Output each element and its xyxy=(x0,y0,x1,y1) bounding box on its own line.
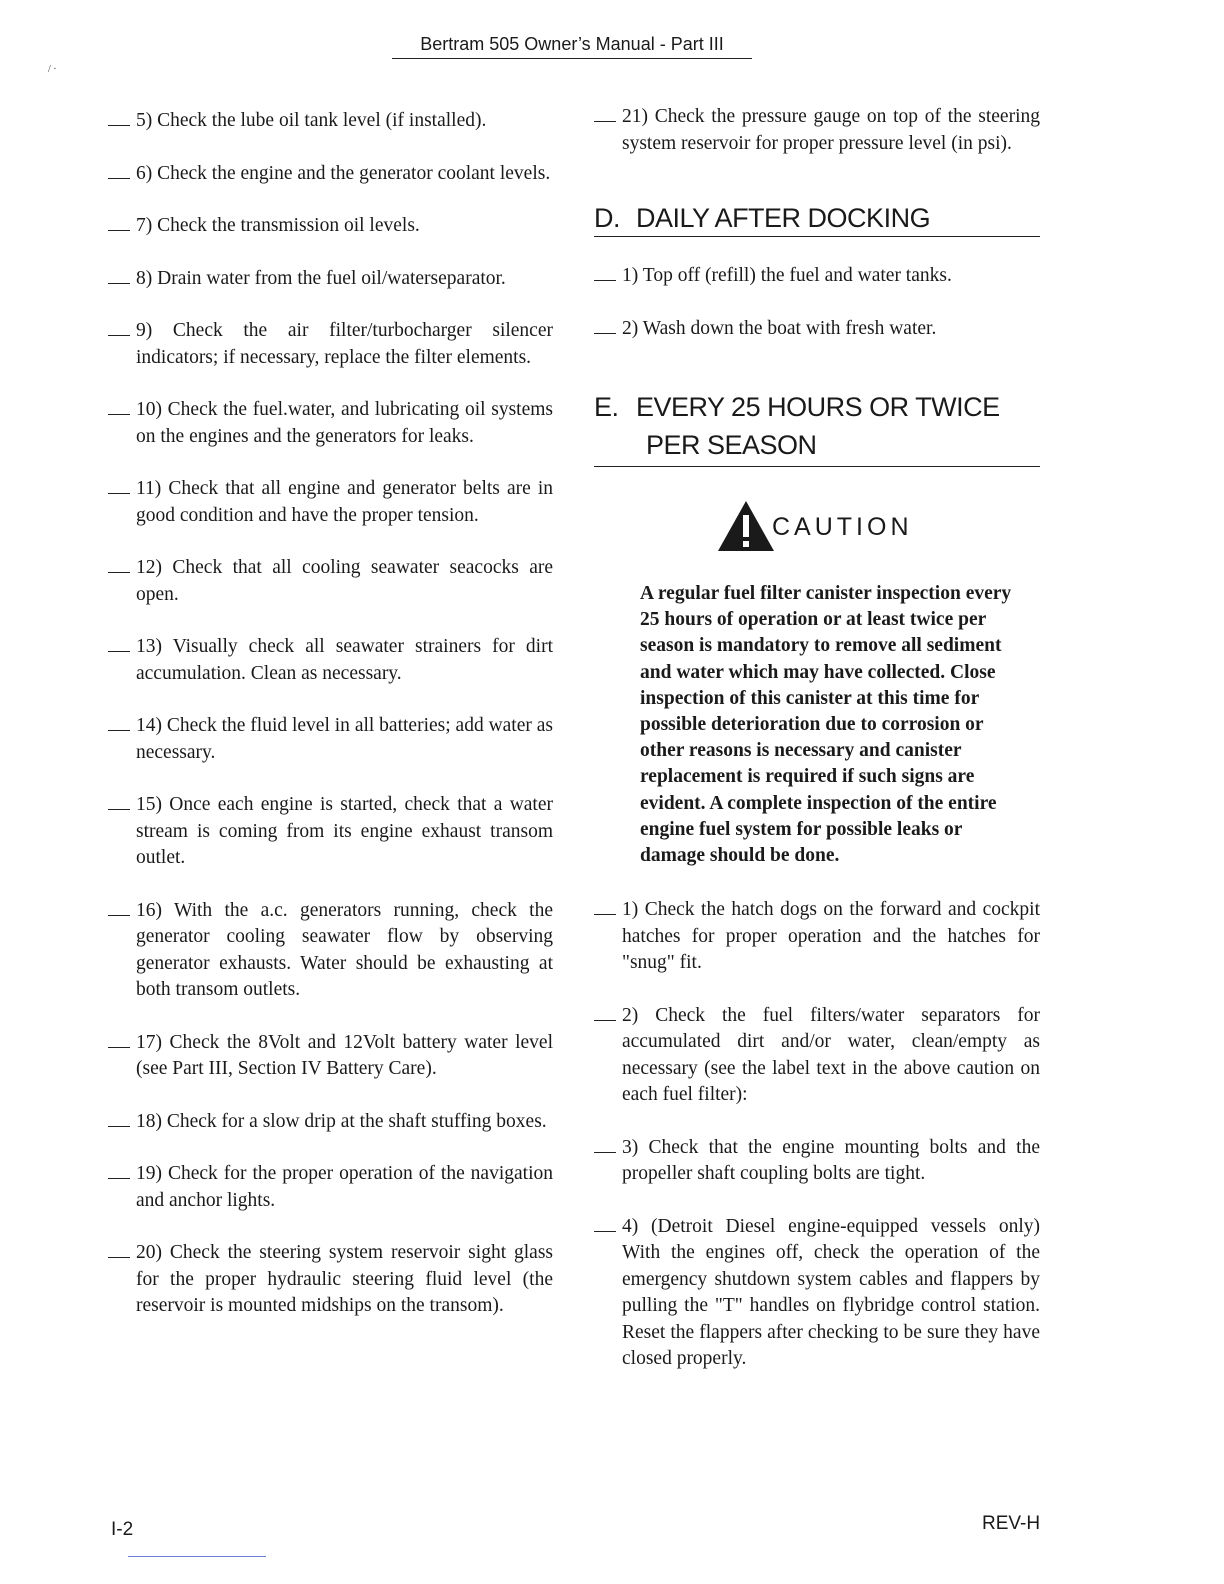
footer-rule xyxy=(128,1556,266,1557)
checkbox-blank[interactable] xyxy=(594,1003,616,1021)
section-d-item-1: 1) Top off (refill) the fuel and water tanks. xyxy=(594,263,1040,290)
page-number: I-2 xyxy=(111,1519,134,1540)
section-d-item-2: 2) Wash down the boat with fresh water. xyxy=(594,316,1040,343)
checkbox-blank[interactable] xyxy=(594,1214,616,1232)
checklist-item-9: 9) Check the air filter/turbocharger silencer indicators; if necessary, replace the filter elements. xyxy=(108,318,553,371)
section-e-heading xyxy=(594,388,1040,467)
checklist-item-10: 10) Check the fuel.water, and lubricating oil systems on the engines and the generators for leaks. xyxy=(108,397,553,450)
checklist-item-21: 21) Check the pressure gauge on top of the steering system reservoir for proper pressure level (in psi). xyxy=(594,104,1040,157)
checklist-item-16: 16) With the a.c. generators running, check the generator cooling seawater flow by observing generator exhausts. Water should be exhausting at both transom outlets. xyxy=(108,898,553,1004)
section-e-title-line1: EVERY 25 HOURS OR TWICE xyxy=(636,392,1000,422)
checklist-item-7: 7) Check the transmission oil levels. xyxy=(108,213,553,240)
checklist-item-20: 20) Check the steering system reservoir sight glass for the proper hydraulic steering fluid level (the reservoir is mounted midships on the transom). xyxy=(108,1240,553,1320)
checkbox-blank[interactable] xyxy=(594,897,616,915)
checkbox-blank[interactable] xyxy=(108,318,130,336)
caution-text: A regular fuel filter canister inspection every 25 hours of operation or at least twice per season is mandatory to remove all sediment and water which may have collected. Close inspection of this canister at this time for possible deterioration due to corrosion or other reasons is necessary and canister replacement is required if such signs are evident. A complete inspection of the entire engine fuel system for possible leaks or damage should be done. xyxy=(640,583,1012,867)
checkbox-blank[interactable] xyxy=(108,634,130,652)
checkbox-blank[interactable] xyxy=(108,1030,130,1048)
caution-banner xyxy=(716,499,1040,559)
revision-label: REV-H xyxy=(982,1513,1041,1534)
warning-triangle-icon xyxy=(716,499,776,553)
checklist-item-15: 15) Once each engine is started, check that a water stream is coming from its engine exhaust transom outlet. xyxy=(108,792,553,872)
left-column xyxy=(108,108,553,1320)
section-e-item-3: 3) Check that the engine mounting bolts and the propeller shaft coupling bolts are tight. xyxy=(594,1135,1040,1188)
section-e-title-line2: PER SEASON xyxy=(646,430,817,460)
page-header: Bertram 505 Owner’s Manual - Part III xyxy=(392,32,752,59)
checklist-item-18: 18) Check for a slow drip at the shaft stuffing boxes. xyxy=(108,1109,553,1136)
checklist-item-5: 5) Check the lube oil tank level (if installed). xyxy=(108,108,553,135)
section-e-item-4: 4) (Detroit Diesel engine-equipped vessels only) With the engines off, check the operation of the emergency shutdown system cables and flappers by pulling the "T" handles on flybridge control station. Reset the flappers after checking to be sure they have closed properly. xyxy=(594,1214,1040,1373)
checkbox-blank[interactable] xyxy=(108,266,130,284)
checkbox-blank[interactable] xyxy=(108,898,130,916)
checkbox-blank[interactable] xyxy=(108,1109,130,1127)
checkbox-blank[interactable] xyxy=(108,792,130,810)
section-e-item-1: 1) Check the hatch dogs on the forward and cockpit hatches for proper operation and the hatches for "snug" fit. xyxy=(594,897,1040,977)
caution-label: CAUTION xyxy=(772,513,913,541)
section-e-item-2: 2) Check the fuel filters/water separators for accumulated dirt and/or water, clean/empty as necessary (see the label text in the above caution on each fuel filter): xyxy=(594,1003,1040,1109)
section-d-letter: D. xyxy=(594,203,620,233)
checkbox-blank[interactable] xyxy=(594,316,616,334)
checklist-item-8: 8) Drain water from the fuel oil/waterseparator. xyxy=(108,266,553,293)
checklist-item-14: 14) Check the fluid level in all batteries; add water as necessary. xyxy=(108,713,553,766)
checkbox-blank[interactable] xyxy=(108,713,130,731)
section-e-letter: E. xyxy=(594,392,619,422)
checklist-item-17: 17) Check the 8Volt and 12Volt battery water level (see Part III, Section IV Battery Care). xyxy=(108,1030,553,1083)
checkbox-blank[interactable] xyxy=(108,213,130,231)
checklist-item-6: 6) Check the engine and the generator coolant levels. xyxy=(108,161,553,188)
checkbox-blank[interactable] xyxy=(108,1240,130,1258)
checklist-item-12: 12) Check that all cooling seawater seacocks are open. xyxy=(108,555,553,608)
checklist-item-19: 19) Check for the proper operation of the navigation and anchor lights. xyxy=(108,1161,553,1214)
checkbox-blank[interactable] xyxy=(108,108,130,126)
checkbox-blank[interactable] xyxy=(594,104,616,122)
checkbox-blank[interactable] xyxy=(594,263,616,281)
checkbox-blank[interactable] xyxy=(108,555,130,573)
checkbox-blank[interactable] xyxy=(594,1135,616,1153)
checkbox-blank[interactable] xyxy=(108,161,130,179)
checklist-item-13: 13) Visually check all seawater strainers for dirt accumulation. Clean as necessary. xyxy=(108,634,553,687)
right-column xyxy=(594,104,1040,1373)
section-d-title: DAILY AFTER DOCKING xyxy=(636,203,931,233)
checkbox-blank[interactable] xyxy=(108,1161,130,1179)
checkbox-blank[interactable] xyxy=(108,397,130,415)
section-d-heading xyxy=(594,203,1040,237)
stray-mark: / · xyxy=(48,64,57,75)
checkbox-blank[interactable] xyxy=(108,476,130,494)
checklist-item-11: 11) Check that all engine and generator belts are in good condition and have the proper tension. xyxy=(108,476,553,529)
